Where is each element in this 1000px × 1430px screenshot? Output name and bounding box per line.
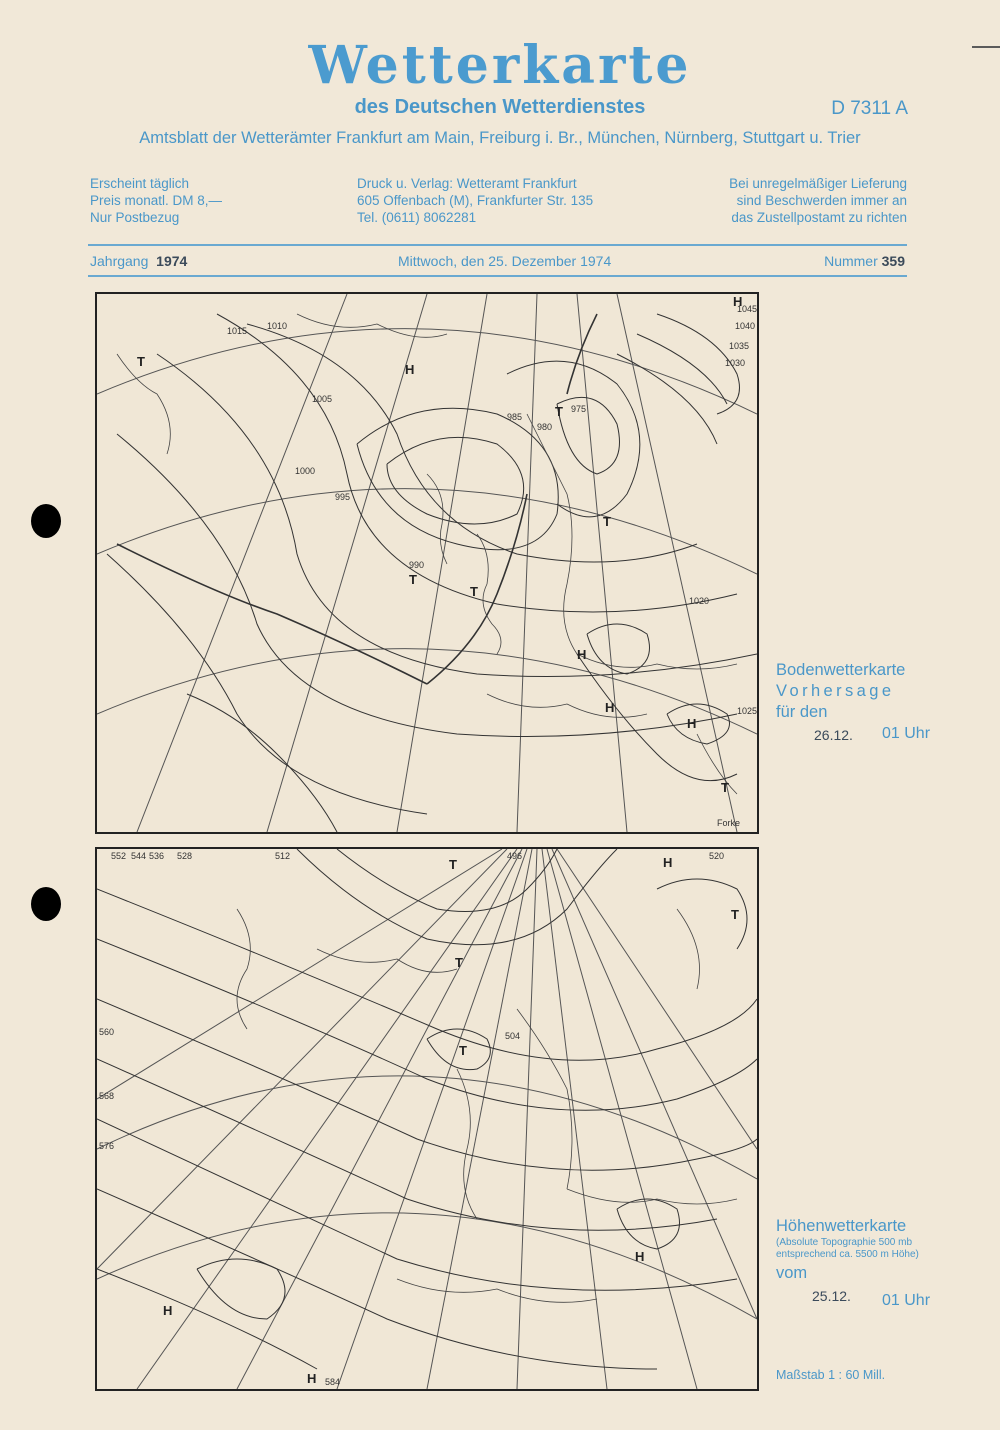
info-line: Preis monatl. DM 8,— [90, 193, 223, 208]
caption-line: (Absolute Topographie 500 mb [776, 1237, 913, 1248]
low-pressure-symbol: T [459, 1043, 467, 1058]
low-pressure-symbol: T [603, 514, 611, 529]
low-pressure-symbol: T [470, 584, 478, 599]
info-line: Druck u. Verlag: Wetteramt Frankfurt [357, 176, 577, 191]
map-signature: Forke [717, 818, 741, 828]
contour-label: 552 [111, 851, 127, 861]
low-pressure-symbol: T [731, 907, 739, 922]
divider-bottom [88, 275, 907, 277]
contour-label: 584 [325, 1377, 341, 1387]
punch-hole-bottom [31, 887, 61, 921]
info-line: Nur Postbezug [90, 210, 180, 225]
nummer-label: Nummer [824, 253, 878, 269]
surface-map-drawing [97, 294, 757, 832]
surface-caption [776, 660, 905, 723]
caption-line: Bodenwetterkarte [776, 661, 906, 679]
low-pressure-symbol: T [449, 857, 457, 872]
info-line: Bei unregelmäßiger Lieferung [729, 176, 907, 191]
edge-mark [972, 46, 1000, 48]
contour-label: 576 [99, 1141, 115, 1151]
low-pressure-symbol: T [721, 780, 729, 795]
high-pressure-symbol: H [307, 1371, 317, 1386]
nummer [824, 253, 905, 269]
info-middle [357, 175, 593, 226]
high-pressure-symbol: H [663, 855, 673, 870]
isobar-label: 975 [571, 404, 587, 414]
map-scale: Maßstab 1 : 60 Mill. [776, 1368, 886, 1382]
info-left [90, 175, 222, 226]
isobar-label: 985 [507, 412, 523, 422]
low-pressure-symbol: T [455, 955, 463, 970]
upper-date: 25.12. [812, 1288, 851, 1304]
upper-map-drawing [97, 849, 757, 1389]
contour-label: 504 [505, 1031, 521, 1041]
high-pressure-symbol: H [605, 700, 615, 715]
isobar-label: 1030 [725, 358, 746, 368]
caption-line: Vorhersage [776, 682, 895, 700]
isobar-label: 1040 [735, 321, 756, 331]
upper-time: 01 Uhr [882, 1292, 931, 1309]
isobar-label: 1010 [267, 321, 288, 331]
isobar-label: 1000 [295, 466, 316, 476]
upper-caption [776, 1216, 906, 1237]
high-pressure-symbol: H [733, 294, 743, 309]
jahrgang-label: Jahrgang [90, 253, 149, 269]
isobar-label: 995 [335, 492, 351, 502]
isobar-label: 980 [537, 422, 553, 432]
contour-label: 544 [131, 851, 147, 861]
punch-hole-top [31, 504, 61, 538]
upper-caption-small [776, 1237, 919, 1261]
isobar-label: 1020 [689, 596, 710, 606]
low-pressure-symbol: T [555, 404, 563, 419]
contour-label: 568 [99, 1091, 115, 1101]
high-pressure-symbol: H [163, 1303, 173, 1318]
info-line: Erscheint täglich [90, 176, 190, 191]
contour-label: 512 [275, 851, 291, 861]
isobar-label: 1025 [737, 706, 757, 716]
contour-label: 560 [99, 1027, 115, 1037]
info-right [729, 175, 907, 226]
surface-weather-map [95, 292, 759, 834]
caption-line: Höhenwetterkarte [776, 1217, 907, 1235]
jahrgang [90, 253, 187, 269]
surface-date: 26.12. [814, 727, 853, 743]
caption-line: für den [776, 703, 828, 721]
low-pressure-symbol: T [137, 354, 145, 369]
upper-caption-vom: vom [776, 1264, 808, 1282]
jahrgang-value: 1974 [156, 253, 188, 269]
high-pressure-symbol: H [577, 647, 587, 662]
info-line: das Zustellpostamt zu richten [731, 210, 907, 225]
isobar-label: 1035 [729, 341, 750, 351]
upper-air-map [95, 847, 759, 1391]
isobar-label: 1015 [227, 326, 248, 336]
isobar-label: 990 [409, 560, 425, 570]
contour-label: 536 [149, 851, 165, 861]
divider-top [88, 244, 907, 246]
contour-label: 496 [507, 851, 523, 861]
amtsblatt-line: Amtsblatt der Wetterämter Frankfurt am Main, Freiburg i. Br., München, Nürnberg, Stuttgart u. Trier [139, 129, 861, 147]
high-pressure-symbol: H [635, 1249, 645, 1264]
info-line: Tel. (0611) 8062281 [357, 210, 477, 225]
document-number: D 7311 A [831, 98, 908, 119]
info-line: 605 Offenbach (M), Frankfurter Str. 135 [357, 193, 594, 208]
info-line: sind Beschwerden immer an [736, 193, 907, 208]
contour-label: 520 [709, 851, 725, 861]
page-subtitle: des Deutschen Wetterdienstes [354, 96, 646, 118]
high-pressure-symbol: H [687, 716, 697, 731]
nummer-value: 359 [881, 253, 905, 269]
issue-date: Mittwoch, den 25. Dezember 1974 [398, 253, 612, 269]
surface-time: 01 Uhr [882, 725, 931, 742]
caption-line: entsprechend ca. 5500 m Höhe) [776, 1249, 919, 1260]
high-pressure-symbol: H [405, 362, 415, 377]
low-pressure-symbol: T [409, 572, 417, 587]
page-title: Wetterkarte [308, 35, 692, 96]
isobar-label: 1005 [312, 394, 333, 404]
contour-label: 528 [177, 851, 193, 861]
isobar-label: 1045 [737, 304, 757, 314]
